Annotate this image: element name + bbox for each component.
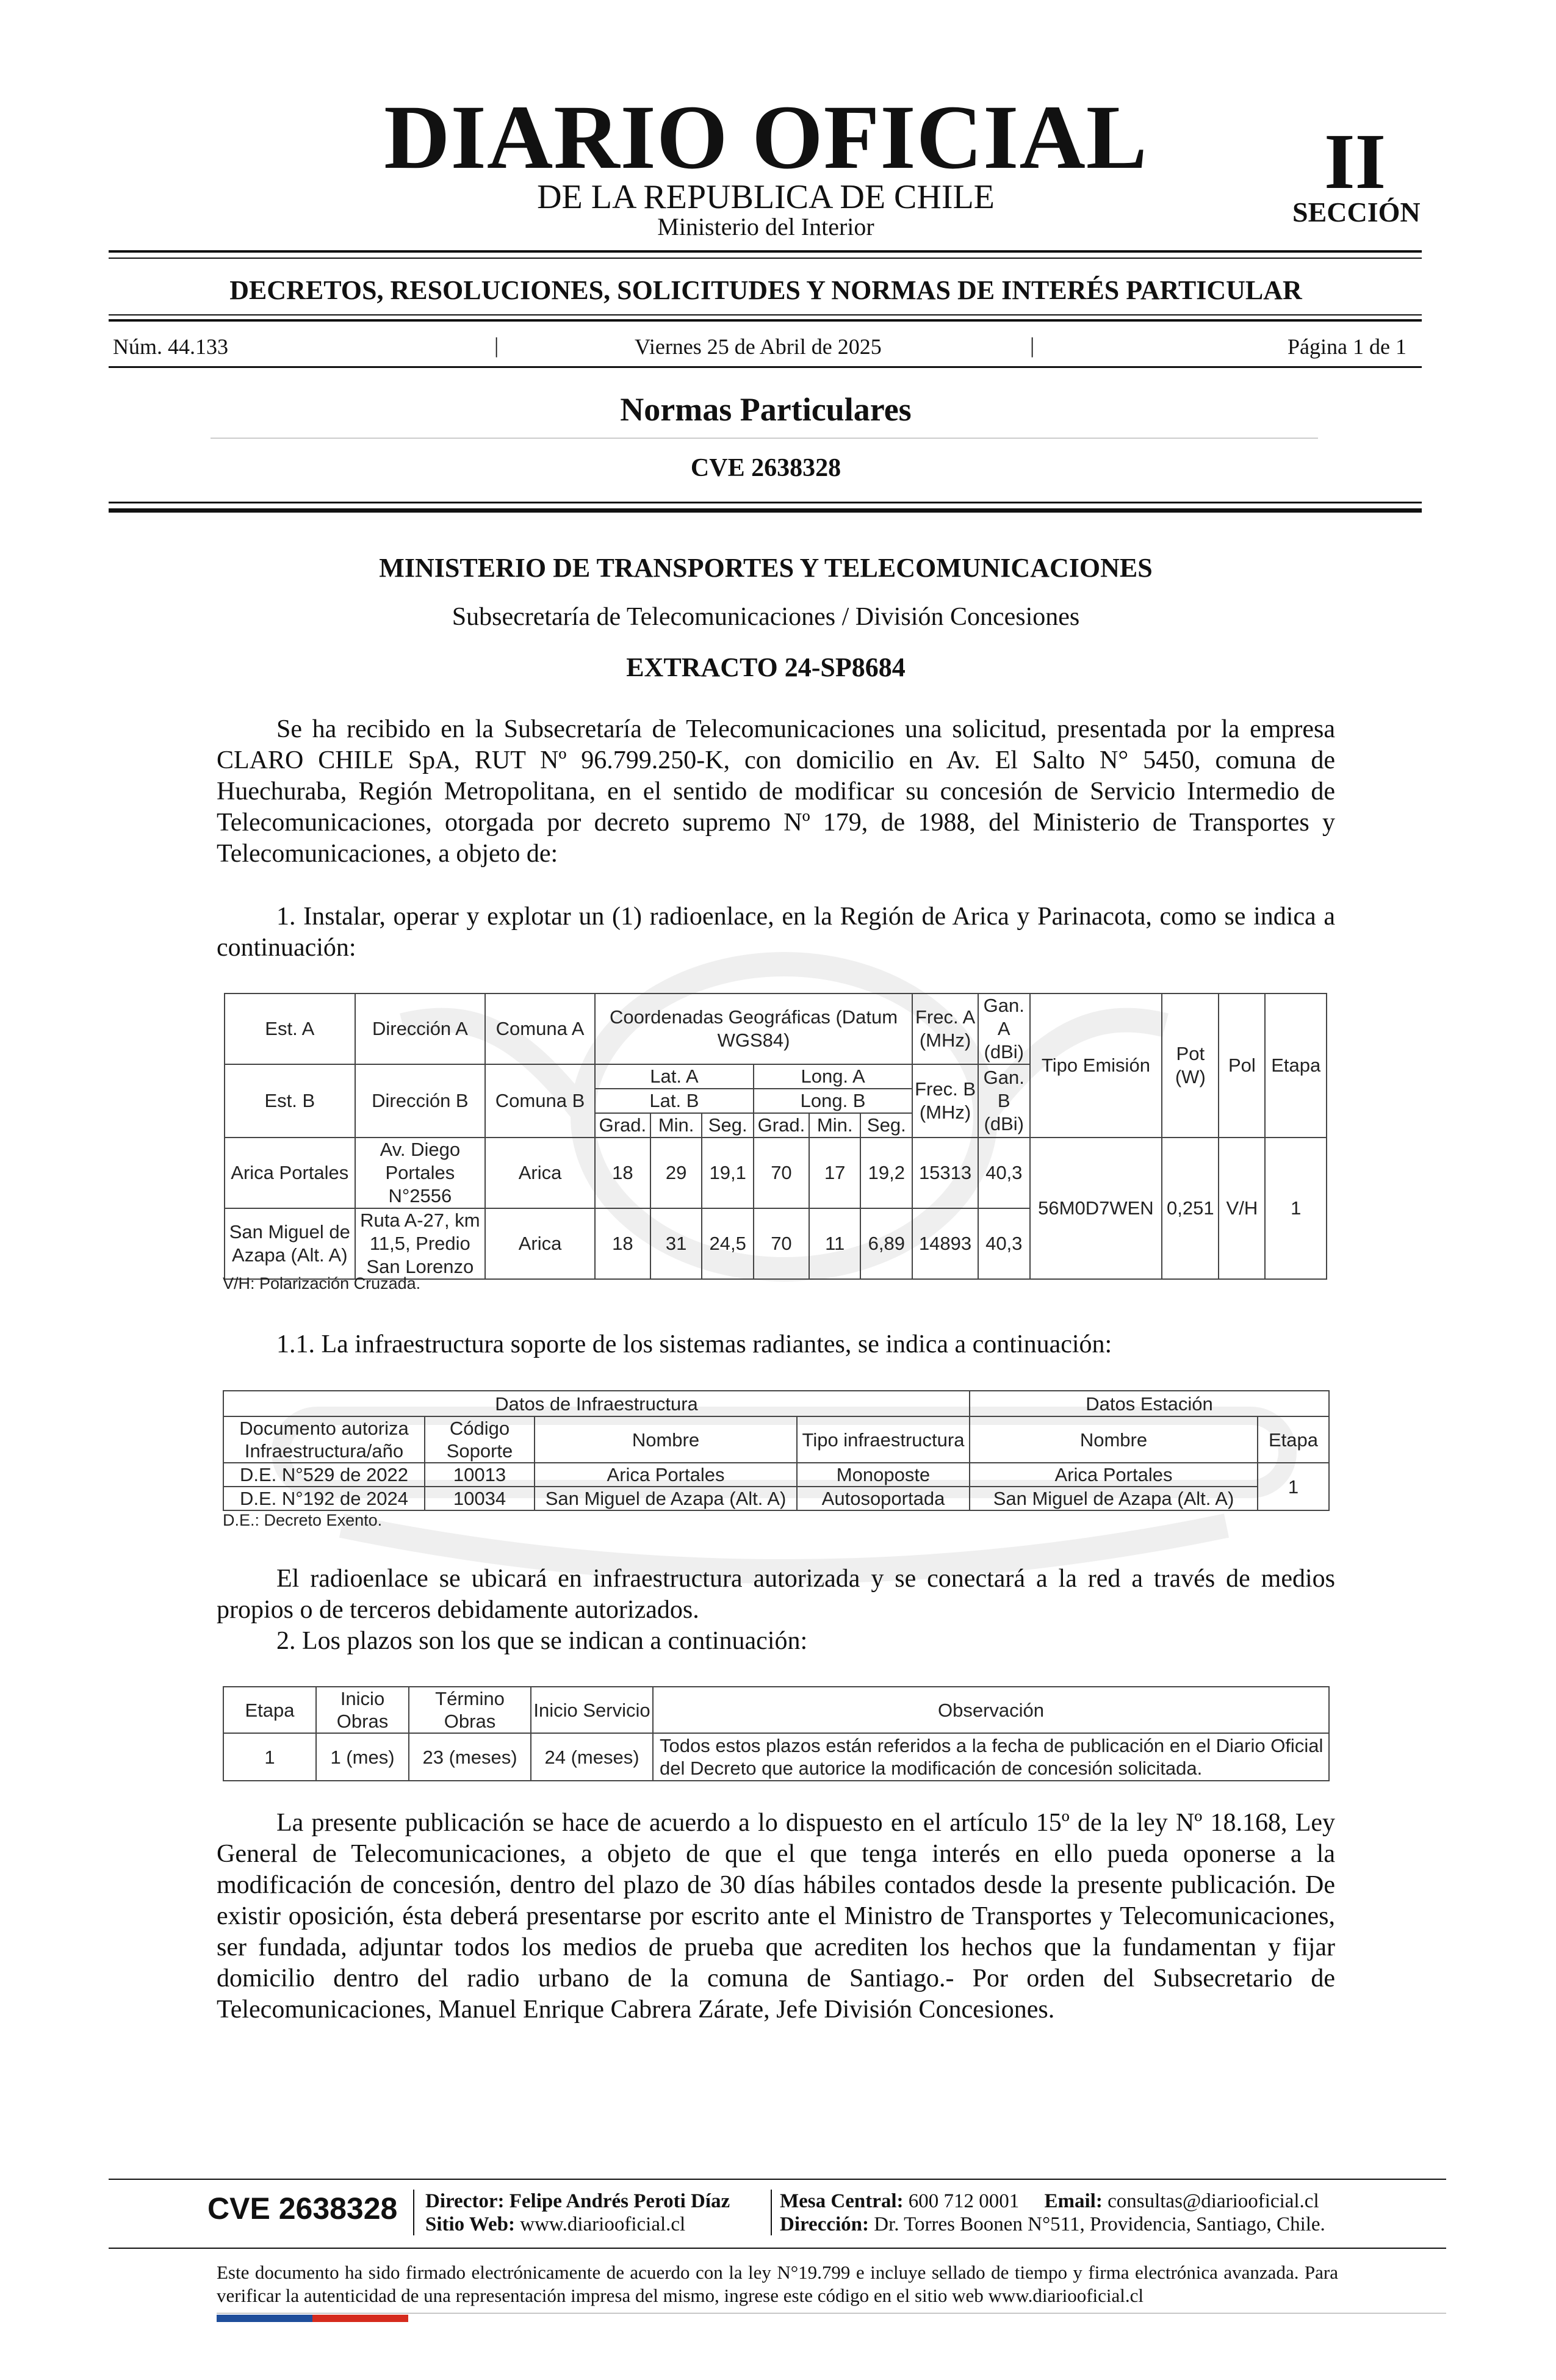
footer-rule bbox=[109, 2179, 1446, 2180]
intro-paragraph: Se ha recibido en la Subsecretaría de Telecomunicaciones una solicitud, presentada por la empresa CLARO CHILE SpA, RUT Nº 96.799.250-K, con domicilio en Av. El Salto N° 5450, comuna de Huechuraba, Región Metropolitana, en el sentido de modificar su concesión de Servicio Intermedio de Telecomunicaciones, otorgada por decreto supremo Nº 179, de 1988, del Ministerio de Transportes y Telecomunicaciones, a objeto de: bbox=[217, 715, 1335, 868]
header-dir-b: Dirección B bbox=[355, 1064, 486, 1138]
footer-contact bbox=[780, 2190, 1319, 2213]
section-rule bbox=[211, 438, 1318, 439]
footer-divider bbox=[413, 2190, 414, 2235]
header-seg: Seg. bbox=[702, 1113, 754, 1138]
infra-name: San Miguel de Azapa (Alt. A) bbox=[535, 1487, 797, 1510]
station-a-name: Arica Portales bbox=[225, 1138, 355, 1208]
header-com-b: Comuna B bbox=[485, 1064, 595, 1138]
infra-code: 10034 bbox=[425, 1487, 535, 1510]
observation: Todos estos plazos están referidos a la fecha de publicación en el Diario Oficial del Decreto que autorice la modificación de concesión solicitada. bbox=[653, 1733, 1329, 1781]
emission-type: 56M0D7WEN bbox=[1030, 1138, 1162, 1279]
station-name: San Miguel de Azapa (Alt. A) bbox=[970, 1487, 1258, 1510]
polarization: V/H bbox=[1219, 1138, 1265, 1279]
header-long-b: Long. B bbox=[754, 1089, 912, 1113]
website-label: Sitio Web: bbox=[425, 2213, 516, 2235]
cve-code: CVE 2638328 bbox=[690, 454, 841, 482]
infra-type: Autosoportada bbox=[797, 1487, 970, 1510]
separator: | bbox=[494, 333, 499, 358]
station-a-freq: 15313 bbox=[912, 1138, 978, 1208]
director-name: Felipe Andrés Peroti Díaz bbox=[509, 2190, 730, 2212]
issue-date: Viernes 25 de Abril de 2025 bbox=[635, 334, 882, 359]
header-gain-b: Gan. B (dBi) bbox=[978, 1064, 1030, 1138]
station-b-lat-sec: 24,5 bbox=[702, 1208, 754, 1279]
mesa-phone: 600 712 0001 bbox=[908, 2190, 1020, 2212]
header-grad: Grad. bbox=[595, 1113, 650, 1138]
header-document: Documento autoriza Infraestructura/año bbox=[223, 1416, 425, 1463]
station-a-lat-deg: 18 bbox=[595, 1138, 650, 1208]
header-min: Min. bbox=[650, 1113, 702, 1138]
header-stage: Etapa bbox=[223, 1687, 316, 1733]
section-number: II bbox=[1324, 118, 1386, 206]
cve-rule bbox=[109, 502, 1422, 503]
header-com-a: Comuna A bbox=[485, 993, 595, 1064]
ministry-label: Ministerio del Interior bbox=[657, 213, 874, 240]
infra-doc: D.E. N°192 de 2024 bbox=[223, 1487, 425, 1510]
infrastructure-table bbox=[223, 1390, 1330, 1511]
header-tipo-emision: Tipo Emisión bbox=[1030, 993, 1162, 1138]
station-a-lon-deg: 70 bbox=[754, 1138, 809, 1208]
extract-title: EXTRACTO 24-SP8684 bbox=[626, 652, 906, 682]
station-a-lon-min: 17 bbox=[809, 1138, 861, 1208]
address-value: Dr. Torres Boonen N°511, Providencia, Santiago, Chile. bbox=[874, 2213, 1325, 2235]
stage: 1 bbox=[223, 1733, 316, 1781]
email-link[interactable]: consultas@diariooficial.cl bbox=[1108, 2190, 1319, 2212]
header-grad: Grad. bbox=[754, 1113, 809, 1138]
station-b-commune: Arica bbox=[485, 1208, 595, 1279]
footer-divider bbox=[771, 2190, 772, 2235]
infra-name: Arica Portales bbox=[535, 1463, 797, 1487]
header-start-service: Inicio Servicio bbox=[531, 1687, 653, 1733]
email-label: Email: bbox=[1044, 2190, 1103, 2212]
header-end-works: Término Obras bbox=[409, 1687, 531, 1733]
station-a-gain: 40,3 bbox=[978, 1138, 1030, 1208]
header-long-a: Long. A bbox=[754, 1064, 912, 1089]
table1-note: V/H: Polarización Cruzada. bbox=[223, 1274, 421, 1293]
footer-address bbox=[780, 2213, 1325, 2236]
newspaper-title: DIARIO OFICIAL bbox=[384, 87, 1148, 188]
separator: | bbox=[1030, 333, 1035, 358]
infra-doc: D.E. N°529 de 2022 bbox=[223, 1463, 425, 1487]
header-station-name: Nombre bbox=[970, 1416, 1258, 1463]
infra-code: 10013 bbox=[425, 1463, 535, 1487]
header-rule bbox=[109, 250, 1422, 253]
header-dir-a: Dirección A bbox=[355, 993, 486, 1064]
cve-rule bbox=[109, 508, 1422, 513]
section-label: SECCIÓN bbox=[1292, 197, 1421, 228]
station-a-lat-min: 29 bbox=[650, 1138, 702, 1208]
station-b-lat-min: 31 bbox=[650, 1208, 702, 1279]
table2-note: D.E.: Decreto Exento. bbox=[223, 1511, 383, 1529]
flag-stripe-red bbox=[312, 2315, 408, 2322]
header-lat-a: Lat. A bbox=[595, 1064, 754, 1089]
header-rule bbox=[109, 258, 1422, 259]
stage: 1 bbox=[1265, 1138, 1327, 1279]
header-name: Nombre bbox=[535, 1416, 797, 1463]
header-infra-type: Tipo infraestructura bbox=[797, 1416, 970, 1463]
station-a-lat-sec: 19,1 bbox=[702, 1138, 754, 1208]
section-banner: DECRETOS, RESOLUCIONES, SOLICITUDES Y NORMAS DE INTERÉS PARTICULAR bbox=[229, 275, 1302, 305]
footer-rule bbox=[109, 2248, 1446, 2249]
mesa-label: Mesa Central: bbox=[780, 2190, 904, 2212]
item-2-paragraph: 2. Los plazos son los que se indican a continuación: bbox=[276, 1627, 808, 1655]
deadlines-table bbox=[223, 1686, 1330, 1781]
station-b-lat-deg: 18 bbox=[595, 1208, 650, 1279]
header-freq-b: Frec. B (MHz) bbox=[912, 1064, 978, 1138]
item-1-paragraph: 1. Instalar, operar y explotar un (1) radioenlace, en la Región de Arica y Parinacota, como se indica a continuación: bbox=[217, 903, 1335, 962]
flag-stripe-blue bbox=[217, 2315, 312, 2322]
header-infra-data: Datos de Infraestructura bbox=[223, 1391, 970, 1416]
website-link[interactable]: www.diariooficial.cl bbox=[520, 2213, 686, 2235]
banner-rule bbox=[109, 319, 1422, 322]
power: 0,251 bbox=[1162, 1138, 1219, 1279]
station-b-freq: 14893 bbox=[912, 1208, 978, 1279]
footer-director bbox=[425, 2190, 730, 2213]
station-b-lon-min: 11 bbox=[809, 1208, 861, 1279]
legal-notice: Este documento ha sido firmado electrónicamente de acuerdo con la ley N°19.799 e incluye sellado de tiempo y firma electrónica avanzada. Para verificar la autenticidad de una representación impresa del mismo, ingrese este código en el sitio web www.diariooficial.cl bbox=[217, 2262, 1338, 2306]
header-etapa: Etapa bbox=[1265, 993, 1327, 1138]
station-b-gain: 40,3 bbox=[978, 1208, 1030, 1279]
header-est-a: Est. A bbox=[225, 993, 355, 1064]
page-number: Página 1 de 1 bbox=[1288, 334, 1407, 359]
header-code: Código Soporte bbox=[425, 1416, 535, 1463]
station-b-lon-sec: 6,89 bbox=[860, 1208, 912, 1279]
station-a-address: Av. Diego Portales N°2556 bbox=[355, 1138, 486, 1208]
infra-type: Monoposte bbox=[797, 1463, 970, 1487]
start-service: 24 (meses) bbox=[531, 1733, 653, 1781]
station-b-address: Ruta A-27, km 11,5, Predio San Lorenzo bbox=[355, 1208, 486, 1279]
stage: 1 bbox=[1258, 1463, 1329, 1510]
header-freq-a: Frec. A (MHz) bbox=[912, 993, 978, 1064]
director-label: Director: bbox=[425, 2190, 505, 2212]
start-works: 1 (mes) bbox=[316, 1733, 409, 1781]
header-min: Min. bbox=[809, 1113, 861, 1138]
header-coordinates: Coordenadas Geográficas (Datum WGS84) bbox=[595, 993, 912, 1064]
header-pol: Pol bbox=[1219, 993, 1265, 1138]
header-observation: Observación bbox=[653, 1687, 1329, 1733]
closing-paragraph: La presente publicación se hace de acuerdo a lo dispuesto en el artículo 15º de la ley Nº 18.168, Ley General de Telecomunicaciones, a objeto de que el que tenga interés en ello pueda oponerse a la modificación de concesión, dentro del plazo de 30 días hábiles contados desde la presente publicación. De existir oposición, ésta deberá presentarse por escrito ante el Ministro de Transportes y Telecomunicaciones, ser fundada, adjuntar todos los medios de prueba que acrediten los hechos que la fundamentan y fijar domicilio dentro del radio urbano de la comuna de Santiago.- Por orden del Subsecretario de Telecomunicaciones, Manuel Enrique Cabrera Zárate, Jefe División Concesiones. bbox=[217, 1809, 1335, 2024]
station-b-lon-deg: 70 bbox=[754, 1208, 809, 1279]
header-pot: Pot (W) bbox=[1162, 993, 1219, 1138]
radiolink-paragraph: El radioenlace se ubicará en infraestructura autorizada y se conectará a la red a través de medios propios o de terceros debidamente autorizados. bbox=[217, 1565, 1335, 1624]
ministry-title: MINISTERIO DE TRANSPORTES Y TELECOMUNICACIONES bbox=[379, 553, 1153, 583]
footer-cve: CVE 2638328 bbox=[207, 2191, 398, 2226]
station-name: Arica Portales bbox=[970, 1463, 1258, 1487]
station-b-name: San Miguel de Azapa (Alt. A) bbox=[225, 1208, 355, 1279]
station-a-commune: Arica bbox=[485, 1138, 595, 1208]
header-station-data: Datos Estación bbox=[970, 1391, 1329, 1416]
issue-number: Núm. 44.133 bbox=[113, 334, 228, 359]
banner-rule bbox=[109, 314, 1422, 316]
newspaper-subtitle: DE LA REPUBLICA DE CHILE bbox=[537, 178, 995, 216]
radiolink-table bbox=[224, 993, 1327, 1280]
station-a-lon-sec: 19,2 bbox=[860, 1138, 912, 1208]
date-rule bbox=[109, 366, 1422, 368]
address-label: Dirección: bbox=[780, 2213, 870, 2235]
header-gain-a: Gan. A (dBi) bbox=[978, 993, 1030, 1064]
header-start-works: Inicio Obras bbox=[316, 1687, 409, 1733]
header-stage: Etapa bbox=[1258, 1416, 1329, 1463]
item-1-1-paragraph: 1.1. La infraestructura soporte de los sistemas radiantes, se indica a continuación: bbox=[276, 1330, 1112, 1358]
footer-website bbox=[425, 2213, 685, 2236]
section-title: Normas Particulares bbox=[620, 391, 912, 428]
end-works: 23 (meses) bbox=[409, 1733, 531, 1781]
header-est-b: Est. B bbox=[225, 1064, 355, 1138]
header-lat-b: Lat. B bbox=[595, 1089, 754, 1113]
ministry-subtitle: Subsecretaría de Telecomunicaciones / División Concesiones bbox=[452, 603, 1080, 631]
header-seg: Seg. bbox=[860, 1113, 912, 1138]
